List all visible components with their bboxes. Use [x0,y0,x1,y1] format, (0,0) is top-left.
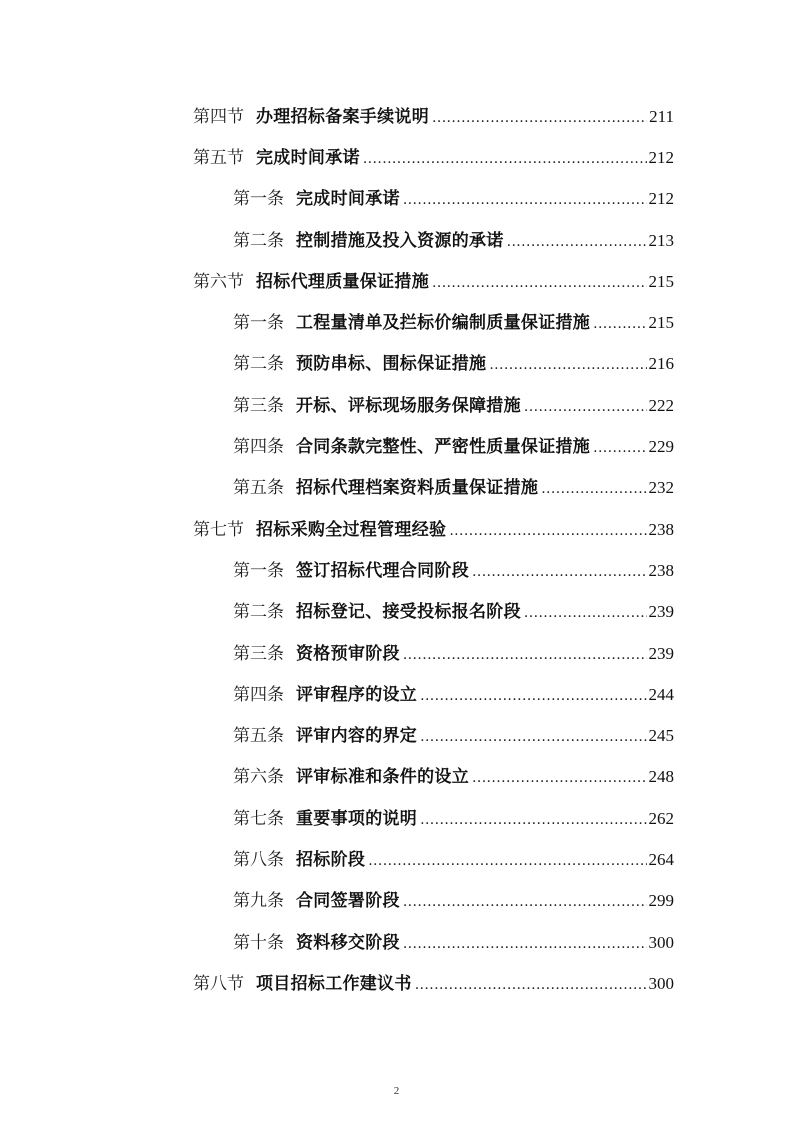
toc-entry-page: 215 [648,271,674,291]
toc-entry[interactable] [0,881,793,922]
toc-entry-page: 262 [648,808,674,828]
toc-entry-page: 216 [648,354,674,374]
toc-entry-title: 重要事项的说明 [296,808,418,829]
toc-entry-title: 招标代理档案资料质量保证措施 [296,478,539,499]
toc-entry-prefix: 第二条 [233,230,284,251]
toc-dot-leader [420,730,646,744]
toc-entry-title: 完成时间承诺 [256,147,360,168]
toc-entry-prefix: 第五条 [233,726,284,747]
toc-entry-title: 评审内容的界定 [296,726,418,747]
toc-dot-leader [507,235,647,249]
toc-entry-page: 244 [648,684,674,704]
toc-entry-page: 239 [648,602,674,622]
toc-entry-page: 215 [648,313,674,333]
toc-entry-prefix: 第一条 [233,189,284,210]
toc-dot-leader [403,895,647,909]
toc-entry-page: 232 [648,478,674,498]
toc-dot-leader [489,358,646,372]
toc-entry[interactable] [0,839,793,880]
toc-dot-leader [368,854,646,868]
toc-entry-title: 合同签署阶段 [296,891,400,912]
toc-dot-leader [593,317,646,331]
toc-entry-title: 招标阶段 [296,849,366,870]
toc-entry[interactable] [0,922,793,963]
toc-entry[interactable] [0,550,793,591]
toc-entry-title: 工程量清单及拦标价编制质量保证措施 [296,313,591,334]
toc-entry-prefix: 第五节 [193,147,244,168]
toc-entry[interactable] [0,344,793,385]
toc-entry-prefix: 第一条 [233,313,284,334]
toc-entry-prefix: 第七节 [193,519,244,540]
toc-dot-leader [472,565,647,579]
toc-entry-prefix: 第十条 [233,932,284,953]
toc-entry-prefix: 第三条 [233,395,284,416]
toc-dot-leader [593,441,646,455]
toc-dot-leader [420,689,646,703]
toc-entry[interactable] [0,220,793,261]
toc-entry-page: 300 [648,973,674,993]
toc-entry-prefix: 第六条 [233,767,284,788]
toc-entry[interactable] [0,96,793,137]
toc-entry[interactable] [0,261,793,302]
toc-entry-page: 213 [648,230,674,250]
toc-entry-page: 245 [648,726,674,746]
toc-entry-page: 248 [648,767,674,787]
toc-dot-leader [524,606,647,620]
toc-entry[interactable] [0,633,793,674]
toc-entry-prefix: 第七条 [233,808,284,829]
toc-dot-leader [403,937,647,951]
toc-entry[interactable] [0,302,793,343]
toc-entry-page: 299 [648,891,674,911]
toc-entry-prefix: 第五条 [233,478,284,499]
toc-entry[interactable] [0,179,793,220]
toc-dot-leader [432,276,647,290]
toc-entry[interactable] [0,963,793,1004]
toc-entry-title: 评审程序的设立 [296,684,418,705]
toc-entry[interactable] [0,674,793,715]
toc-entry-page: 211 [649,106,674,126]
toc-entry-page: 300 [648,932,674,952]
toc-entry[interactable] [0,426,793,467]
toc-entry-title: 开标、评标现场服务保障措施 [296,395,521,416]
toc-entry[interactable] [0,715,793,756]
toc-dot-leader [472,771,647,785]
toc-entry-prefix: 第二条 [233,602,284,623]
toc-entry-title: 控制措施及投入资源的承诺 [296,230,504,251]
toc-dot-leader [403,193,647,207]
toc-entry-prefix: 第四条 [233,437,284,458]
toc-entry-title: 办理招标备案手续说明 [256,106,429,127]
toc-entry-page: 239 [648,643,674,663]
toc-entry-page: 238 [648,519,674,539]
toc-entry[interactable] [0,468,793,509]
toc-dot-leader [363,152,647,166]
toc-dot-leader [420,813,646,827]
toc-entry-title: 预防串标、围标保证措施 [296,354,487,375]
toc-entry-page: 212 [648,189,674,209]
page-number: 2 [393,1085,400,1097]
toc-entry[interactable] [0,757,793,798]
toc-entry-prefix: 第八节 [193,973,244,994]
toc-entry[interactable] [0,385,793,426]
toc-entry-prefix: 第四条 [233,684,284,705]
toc-dot-leader [403,648,647,662]
toc-entry[interactable] [0,137,793,178]
toc-dot-leader [541,482,646,496]
toc-entry[interactable] [0,798,793,839]
toc-entry-title: 项目招标工作建议书 [256,973,412,994]
toc-entry[interactable] [0,592,793,633]
toc-entry-prefix: 第四节 [193,106,244,127]
toc-entry[interactable] [0,509,793,550]
table-of-contents [0,96,793,1005]
toc-entry-title: 招标采购全过程管理经验 [256,519,447,540]
toc-dot-leader [449,524,646,538]
toc-entry-title: 完成时间承诺 [296,189,400,210]
toc-entry-title: 招标登记、接受投标报名阶段 [296,602,521,623]
toc-entry-page: 264 [648,849,674,869]
toc-dot-leader [432,111,647,125]
toc-entry-title: 评审标准和条件的设立 [296,767,469,788]
toc-entry-page: 222 [648,395,674,415]
toc-dot-leader [524,400,647,414]
toc-entry-page: 229 [648,437,674,457]
toc-entry-prefix: 第二条 [233,354,284,375]
toc-entry-prefix: 第九条 [233,891,284,912]
toc-entry-prefix: 第六节 [193,271,244,292]
toc-entry-page: 238 [648,560,674,580]
toc-entry-title: 资料移交阶段 [296,932,400,953]
toc-entry-title: 签订招标代理合同阶段 [296,560,469,581]
toc-entry-prefix: 第三条 [233,643,284,664]
toc-dot-leader [415,978,647,992]
toc-entry-title: 资格预审阶段 [296,643,400,664]
toc-entry-title: 合同条款完整性、严密性质量保证措施 [296,437,591,458]
toc-entry-prefix: 第八条 [233,849,284,870]
toc-entry-title: 招标代理质量保证措施 [256,271,429,292]
toc-entry-page: 212 [648,147,674,167]
toc-entry-prefix: 第一条 [233,560,284,581]
